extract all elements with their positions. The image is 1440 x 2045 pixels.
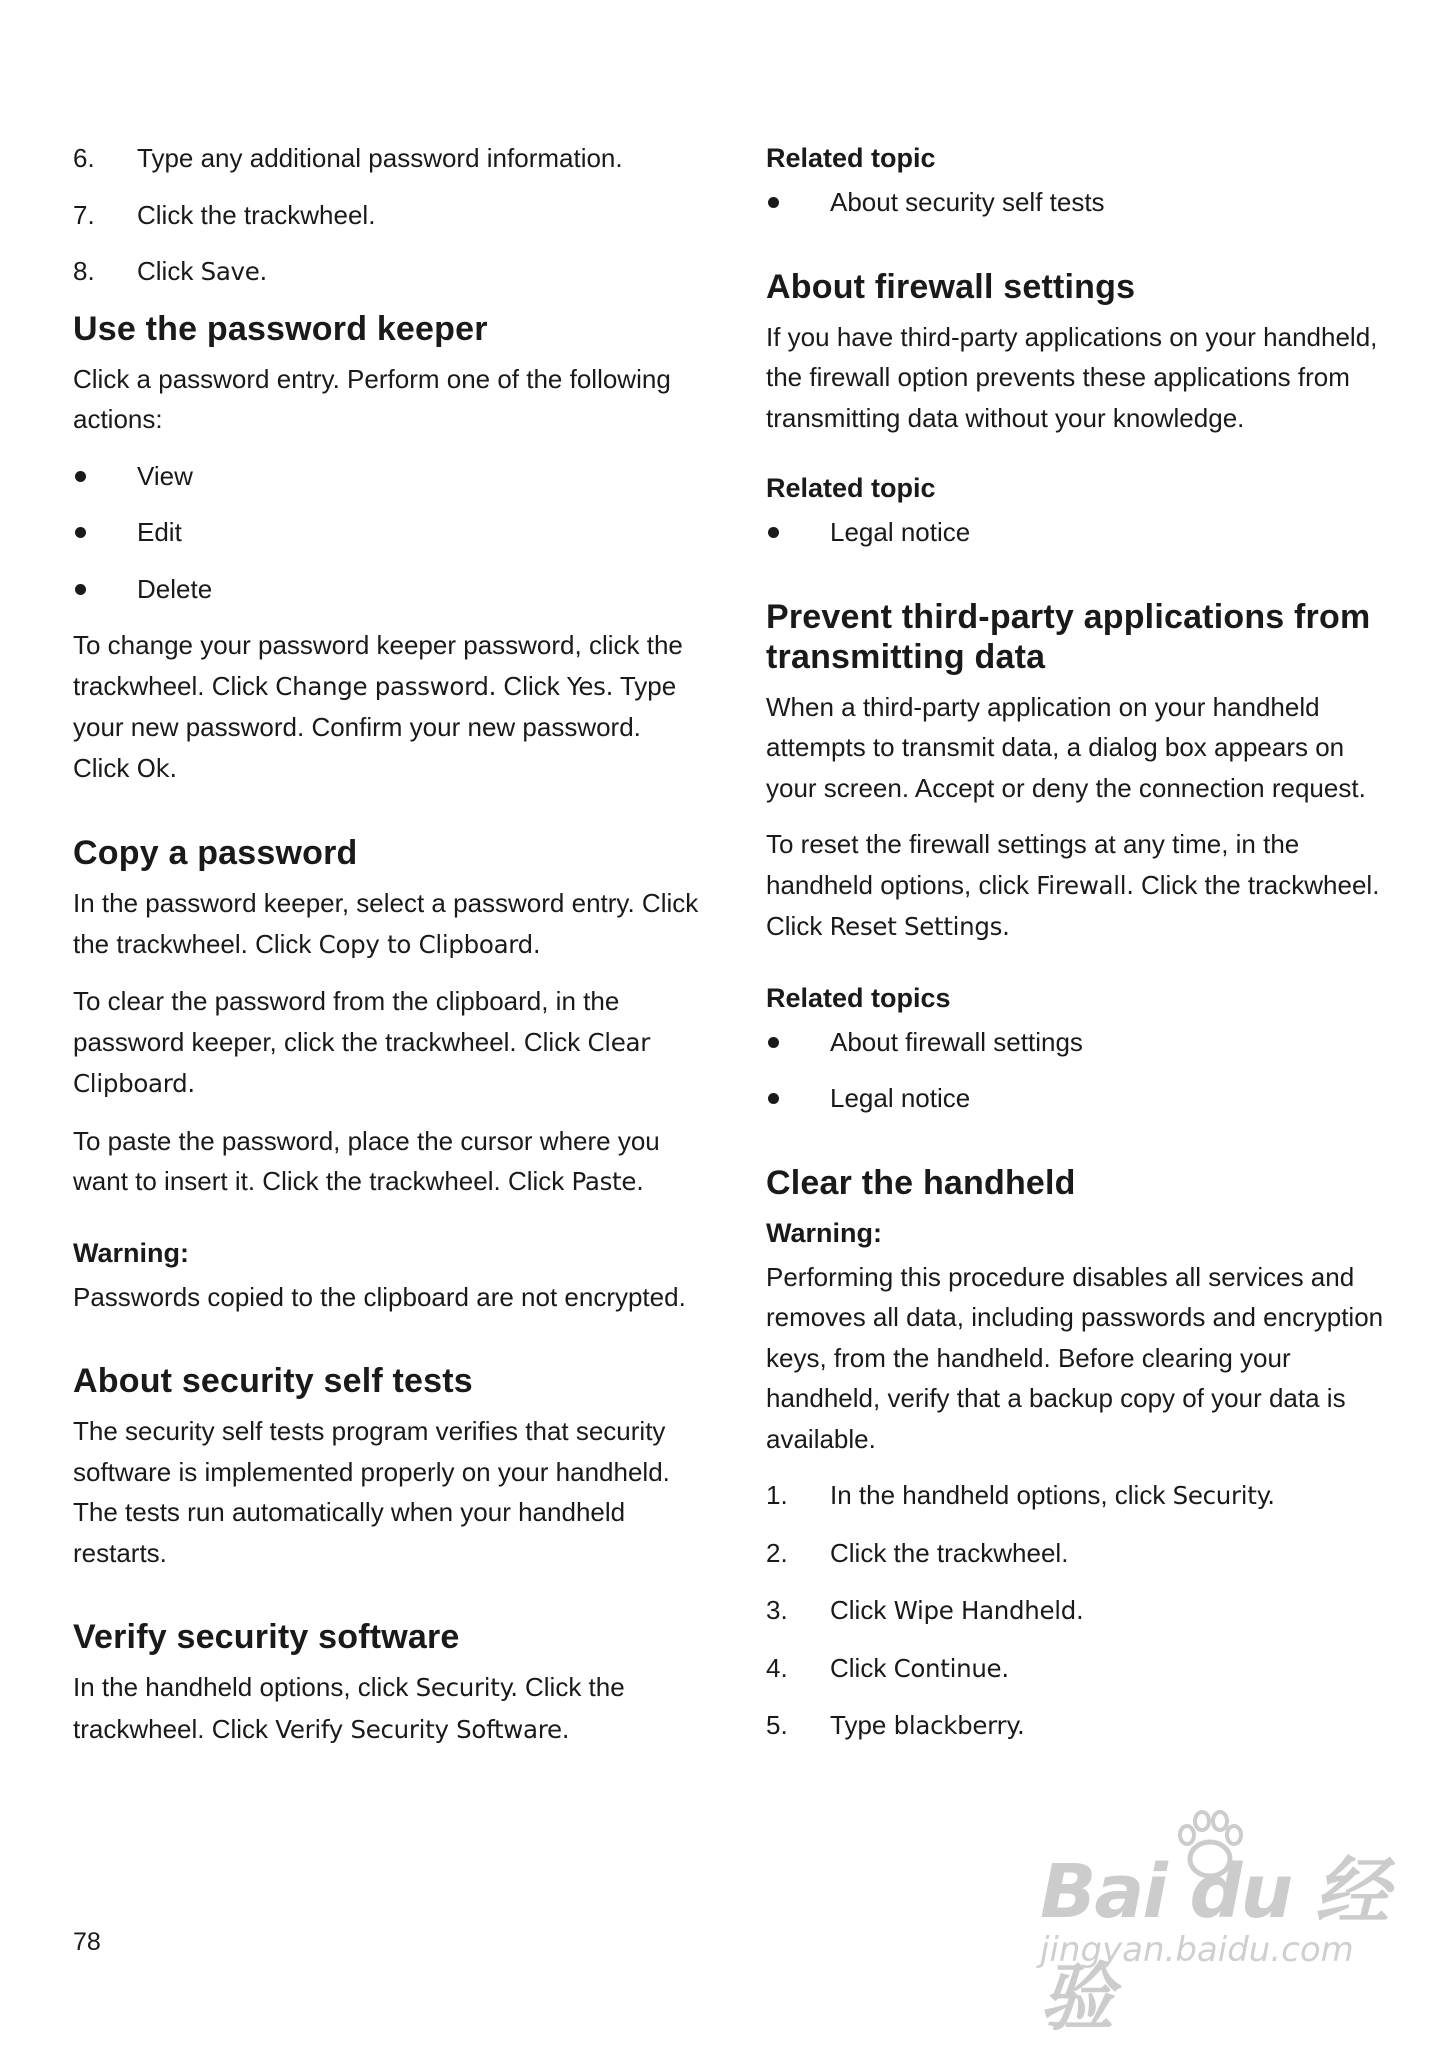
- left-column: [73, 138, 703, 1766]
- step-text: In the handheld options, click: [830, 1480, 1173, 1510]
- related-link[interactable]: About firewall settings: [830, 1026, 1083, 1057]
- watermark-url: jingyan.baidu.com: [1040, 1930, 1354, 1970]
- list-item: [73, 512, 703, 553]
- paragraph: [73, 981, 703, 1105]
- bullet-icon: [768, 1093, 779, 1104]
- step-text: Type any additional password information.: [137, 143, 623, 173]
- right-column: [766, 138, 1396, 1763]
- paragraph: [73, 883, 703, 965]
- section-heading: Prevent third-party applications from transmitting data: [766, 597, 1371, 676]
- step-number: 1.: [766, 1480, 788, 1510]
- bullet-icon: [75, 584, 86, 595]
- related-topic-label: Related topic: [766, 143, 936, 173]
- step-text: Click: [830, 1652, 894, 1683]
- clear-steps-list: [766, 1475, 1396, 1747]
- section-heading: Copy a password: [73, 834, 358, 872]
- section-heading: About firewall settings: [766, 267, 1136, 306]
- ui-term: Change password.: [275, 671, 497, 701]
- warning-label: Warning:: [766, 1217, 882, 1248]
- related-link[interactable]: Legal notice: [830, 1083, 971, 1113]
- related-link[interactable]: About security self tests: [830, 187, 1105, 217]
- paragraph: [73, 1121, 703, 1203]
- list-item: [766, 1648, 1396, 1690]
- list-item: [73, 138, 703, 179]
- related-topic-label: Related topics: [766, 982, 951, 1013]
- bullet-icon: [75, 527, 86, 538]
- related-topic-list: [766, 182, 1396, 223]
- actions-list: [73, 456, 703, 610]
- step-text: Click the trackwheel.: [830, 1537, 1069, 1568]
- list-item: [766, 1022, 1396, 1063]
- ui-term: Wipe Handheld.: [893, 1596, 1084, 1625]
- section-heading: About security self tests: [73, 1362, 473, 1400]
- list-item: [766, 1705, 1396, 1747]
- ui-term: Reset Settings.: [829, 912, 1010, 941]
- watermark-logo: Bai du 经验: [1040, 1849, 1387, 2041]
- text-run: In the password keeper, select a password entry. Click the trackwheel. Click: [73, 888, 699, 959]
- list-item: [766, 182, 1396, 223]
- step-text: Click: [830, 1595, 894, 1625]
- paragraph: [73, 1667, 703, 1750]
- ui-term: blackberry.: [893, 1711, 1025, 1740]
- step-number: 4.: [766, 1652, 788, 1683]
- text-run: In the handheld options, click: [73, 1672, 416, 1702]
- list-item: [766, 1590, 1396, 1632]
- ui-term: Firewall.: [1036, 870, 1134, 900]
- ui-term: Save.: [200, 257, 267, 286]
- text-run: To clear the password from the clipboard, in the password keeper, click the trackwheel. Click: [73, 986, 620, 1057]
- text-run: To change your password keeper password, click the trackwheel. Click: [73, 630, 683, 701]
- related-link[interactable]: Legal notice: [830, 517, 971, 547]
- ui-term: Ok.: [136, 753, 177, 783]
- text-run: Type your new password. Confirm your new password. Click: [73, 670, 677, 783]
- list-item: [73, 569, 703, 610]
- ui-term: Copy to Clipboard.: [318, 929, 541, 959]
- paragraph: The security self tests program verifies that security software is implemented properly on your handheld. The tests run automatically when your handheld restarts.: [73, 1416, 670, 1568]
- list-item-text: Edit: [137, 517, 182, 547]
- section-heading: Use the password keeper: [73, 309, 488, 348]
- related-topic-label: Related topic: [766, 473, 936, 503]
- warning-text: Passwords copied to the clipboard are not encrypted.: [73, 1281, 686, 1312]
- related-topic-list: [766, 512, 1396, 553]
- ui-term: Verify Security Software.: [275, 1714, 570, 1744]
- paragraph: [766, 824, 1396, 948]
- step-number: 5.: [766, 1710, 788, 1740]
- bullet-icon: [768, 527, 779, 538]
- baidu-watermark: [1040, 1815, 1420, 2041]
- ui-term: Yes.: [566, 671, 614, 701]
- section-heading: Clear the handheld: [766, 1163, 1076, 1202]
- bullet-icon: [768, 197, 779, 208]
- paragraph: If you have third-party applications on your handheld, the firewall option prevents these applications from transmitting data without your knowledge.: [766, 321, 1378, 433]
- text-run: Click: [496, 670, 567, 701]
- ui-term: Security.: [415, 1673, 518, 1702]
- text-run: Click the trackwheel. Click: [73, 1672, 625, 1744]
- paragraph: Click a password entry. Perform one of the following actions:: [73, 363, 671, 434]
- step-number: 7.: [73, 199, 95, 230]
- step-number: 2.: [766, 1537, 788, 1568]
- step-number: 6.: [73, 143, 95, 173]
- bullet-icon: [75, 471, 86, 482]
- list-item: [766, 1078, 1396, 1119]
- text-run: To reset the firewall settings at any time, in the handheld options, click: [766, 829, 1300, 900]
- ui-term: Security.: [1172, 1481, 1275, 1510]
- password-steps-list: [73, 138, 703, 293]
- warning-text: Performing this procedure disables all services and removes all data, including passwords and encryption keys, from the handheld. Before clearing your handheld, verify that a backup copy of your data is available.: [766, 1261, 1384, 1454]
- text-run: To paste the password, place the cursor where you want to insert it. Click the trackwheel. Click: [73, 1125, 660, 1196]
- section-heading: Verify security software: [73, 1618, 460, 1656]
- step-text: Click: [137, 256, 201, 286]
- paragraph: [73, 625, 703, 789]
- ui-term: Continue.: [893, 1653, 1009, 1683]
- ui-term: Clear Clipboard.: [73, 1027, 651, 1098]
- list-item: [73, 195, 703, 236]
- list-item: [73, 456, 703, 497]
- step-text: Click the trackwheel.: [137, 199, 376, 230]
- list-item-text: Delete: [137, 573, 213, 604]
- bullet-icon: [768, 1037, 779, 1048]
- list-item: [73, 251, 703, 293]
- ui-term: Paste.: [571, 1167, 644, 1196]
- list-item-text: View: [137, 460, 193, 491]
- warning-label: Warning:: [73, 1237, 189, 1268]
- list-item: [766, 1475, 1396, 1517]
- paragraph: When a third-party application on your handheld attempts to transmit data, a dialog box appears on your screen. Accept or deny the connection request.: [766, 691, 1366, 803]
- text-run: Click the trackwheel. Click: [766, 869, 1380, 941]
- step-number: 3.: [766, 1595, 788, 1625]
- page-number: 78: [73, 1928, 101, 1956]
- list-item: [766, 1533, 1396, 1575]
- related-topic-list: [766, 1022, 1396, 1119]
- step-text: Type: [830, 1710, 894, 1740]
- step-number: 8.: [73, 256, 95, 286]
- list-item: [766, 512, 1396, 553]
